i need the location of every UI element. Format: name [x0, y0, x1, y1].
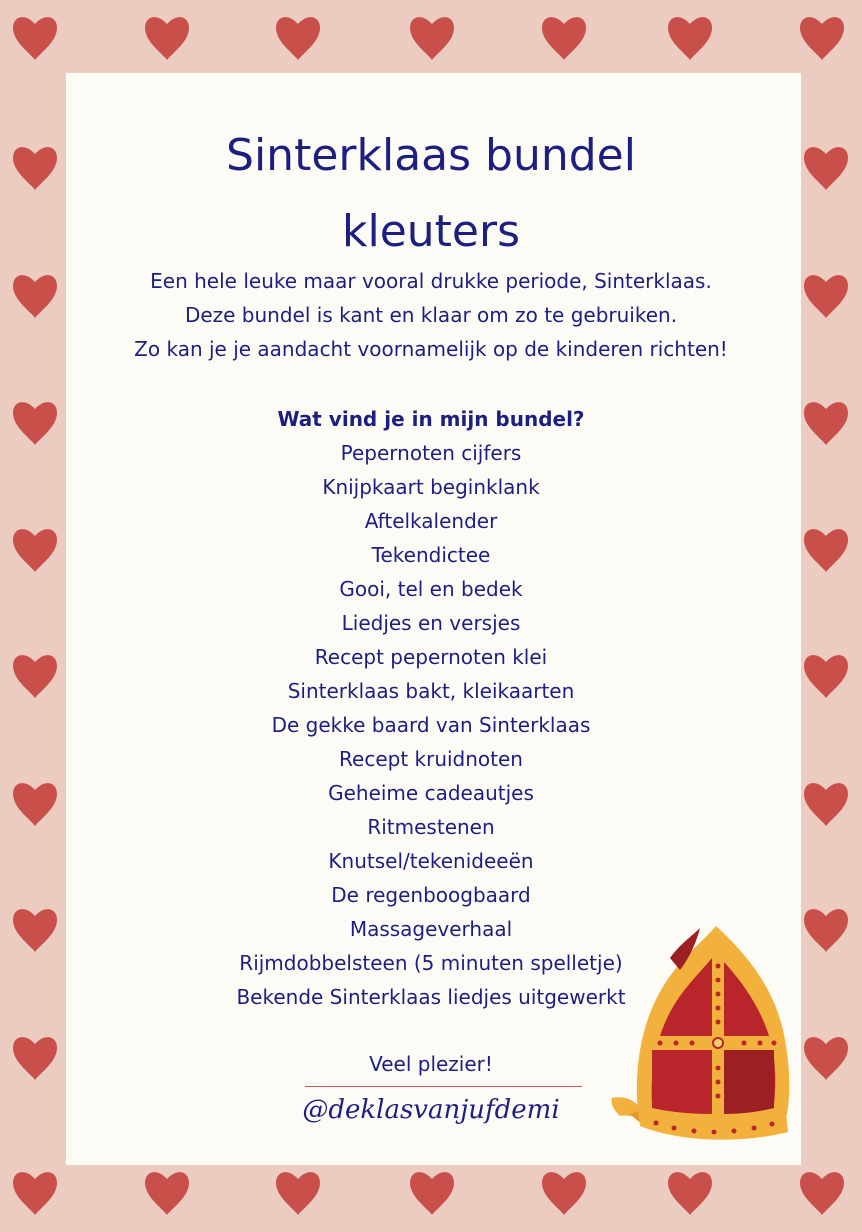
heart-icon: [13, 17, 57, 60]
list-item: Recept kruidnoten: [339, 747, 523, 771]
heart-icon: [668, 17, 712, 60]
heart-icon: [410, 1172, 454, 1215]
mitre-icon: [600, 918, 800, 1143]
heart-icon: [13, 1172, 57, 1215]
list-item: Aftelkalender: [364, 509, 498, 533]
heart-icon: [145, 1172, 189, 1215]
heart-icon: [668, 1172, 712, 1215]
list-item: Liedjes en versjes: [341, 611, 521, 635]
list-item: De gekke baard van Sinterklaas: [271, 713, 591, 737]
page-title: [0, 118, 862, 270]
intro-line: Een hele leuke maar vooral drukke periode, Sinterklaas.: [150, 269, 712, 293]
heart-icon: [542, 17, 586, 60]
list-item: Pepernoten cijfers: [340, 441, 522, 465]
list-item: Tekendictee: [371, 543, 491, 567]
divider: [305, 1086, 582, 1087]
heart-icon: [800, 1172, 844, 1215]
social-handle: @deklasvanjufdemi: [302, 1095, 560, 1125]
heart-icon: [800, 17, 844, 60]
list-heading: Wat vind je in mijn bundel?: [277, 407, 585, 431]
heart-icon: [542, 1172, 586, 1215]
title-line: Sinterklaas bundel: [226, 130, 636, 181]
heart-icon: [276, 17, 320, 60]
intro-line: Zo kan je je aandacht voornamelijk op de kinderen richten!: [134, 337, 728, 361]
list-item: Bekende Sinterklaas liedjes uitgewerkt: [236, 985, 626, 1009]
list-item: Massageverhaal: [349, 917, 513, 941]
list-item: Geheime cadeautjes: [328, 781, 534, 805]
list-item: De regenboogbaard: [331, 883, 531, 907]
closing-text: Veel plezier!: [369, 1052, 493, 1076]
list-item: Knutsel/tekenideeën: [328, 849, 534, 873]
list-item: Gooi, tel en bedek: [339, 577, 523, 601]
intro-line: Deze bundel is kant en klaar om zo te gebruiken.: [184, 303, 678, 327]
heart-icon: [145, 17, 189, 60]
list-item: Recept pepernoten klei: [314, 645, 548, 669]
heart-icon: [276, 1172, 320, 1215]
intro-text: [0, 264, 862, 366]
list-item: Rijmdobbelsteen (5 minuten spelletje): [239, 951, 623, 975]
heart-icon: [410, 17, 454, 60]
list-item: Knijpkaart beginklank: [322, 475, 540, 499]
list-item: Sinterklaas bakt, kleikaarten: [287, 679, 575, 703]
list-item: Ritmestenen: [367, 815, 495, 839]
title-line: kleuters: [342, 206, 520, 257]
